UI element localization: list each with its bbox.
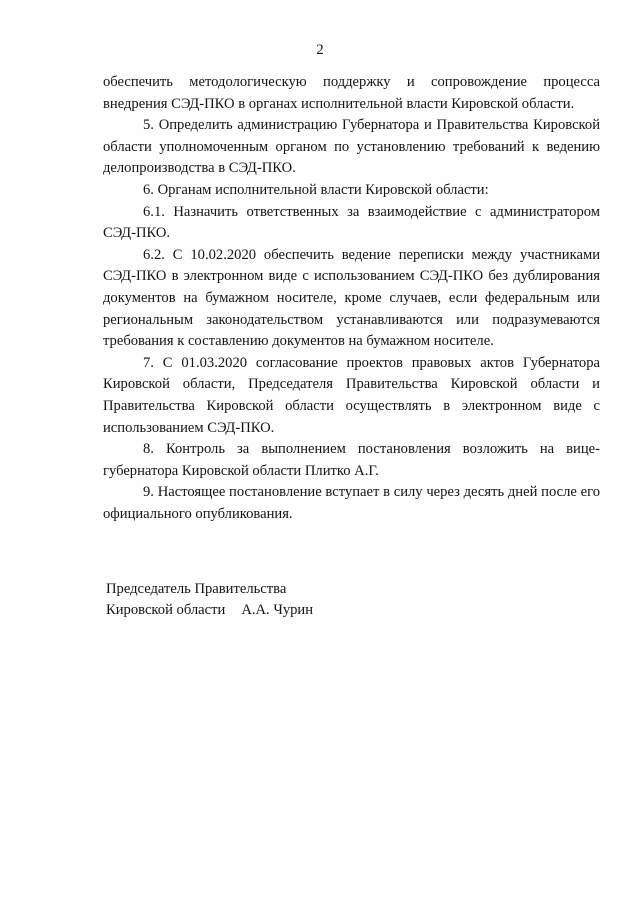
paragraph-item-7: 7. С 01.03.2020 согласование проектов правовых актов Губернатора Кировской области, Председателя Правительства Кировской области и Правительства Кировской области осуществлять в электронном виде с использованием СЭД-ПКО. <box>103 354 600 436</box>
signatory-region-text: Кировской области <box>106 602 226 618</box>
signatory-region <box>106 600 406 621</box>
paragraph-item-6-1: 6.1. Назначить ответственных за взаимодействие с администратором СЭД-ПКО. <box>103 203 600 242</box>
paragraph-continuation: обеспечить методологическую поддержку и сопровождение процесса внедрения СЭД-ПКО в органах исполнительной власти Кировской области. <box>103 74 600 112</box>
signature-block <box>106 579 406 621</box>
signatory-name: А.А. Чурин <box>241 602 314 618</box>
paragraph-item-6-2: 6.2. С 10.02.2020 обеспечить ведение переписки между участниками СЭД-ПКО в электронном виде с использованием СЭД-ПКО без дублирования документов на бумажном носителе, кроме случаев, если федеральным или региональным законодательством устанавливаются или подразумеваются требования к составлению документов на бумажном носителе. <box>103 246 600 350</box>
document-body <box>103 72 600 525</box>
paragraph-item-9: 9. Настоящее постановление вступает в силу через десять дней после его официального опубликования. <box>103 484 600 522</box>
paragraph-item-6: 6. Органам исполнительной власти Кировской области: <box>143 181 489 198</box>
page-number: 2 <box>316 42 324 58</box>
paragraph-item-5: 5. Определить администрацию Губернатора и Правительства Кировской области уполномоченным органом по установлению требований к ведению делопроизводства в СЭД-ПКО. <box>103 117 600 177</box>
paragraph-item-8: 8. Контроль за выполнением постановления возложить на вице-губернатора Кировской области Плитко А.Г. <box>103 441 600 479</box>
signatory-position: Председатель Правительства <box>106 581 287 597</box>
